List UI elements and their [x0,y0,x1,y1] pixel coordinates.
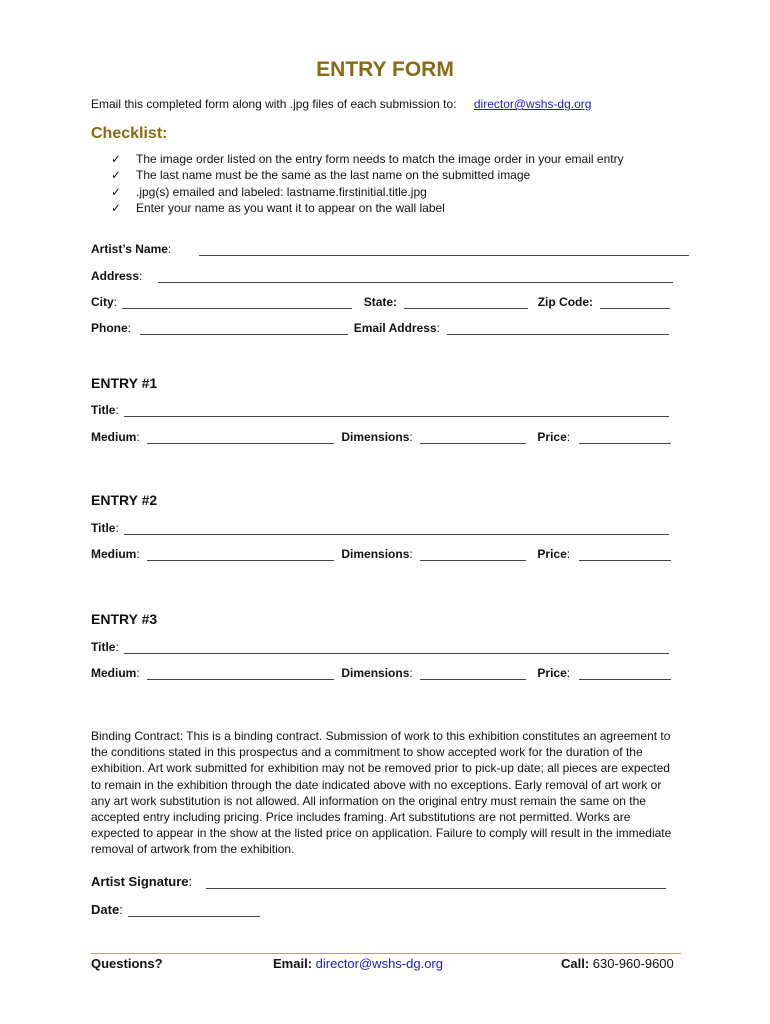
address-field[interactable] [158,270,673,283]
checklist-item: ✓ The last name must be the same as the last name on the submitted image [111,168,531,183]
entry-2-title-row: Title: [91,521,669,535]
entry-3-price-field[interactable] [579,667,671,680]
checkmark-icon: ✓ [111,201,122,216]
signature-label: Artist Signature [91,874,189,889]
date-label: Date [91,902,120,917]
email-address-label: Email Address [353,321,437,335]
entry-2-details-row: Medium: Dimensions: Price: [91,547,671,561]
entry-title-label: Title [91,640,116,654]
entry-title-label: Title [91,403,116,417]
entry-2-title-field[interactable] [124,522,669,535]
entry-1-details-row: Medium: Dimensions: Price: [91,430,671,444]
state-field[interactable] [404,296,528,309]
entry-1-title-field[interactable] [124,404,669,417]
footer-phone: 630-960-9600 [592,956,674,971]
entry-3-heading: ENTRY #3 [91,611,158,627]
address-row: Address: [91,269,673,283]
email-address-field[interactable] [447,322,669,335]
checklist [111,151,624,217]
checkmark-icon: ✓ [111,168,122,183]
city-state-zip-row: City: State: Zip Code: [91,295,670,309]
entry-medium-label: Medium [91,430,137,444]
intro-email-link[interactable]: director@wshs-dg.org [473,97,592,111]
footer-divider [91,953,681,954]
entry-title-label: Title [91,521,116,535]
signature-row: Artist Signature: [91,874,666,889]
phone-label: Phone [91,321,128,335]
entry-2-medium-field[interactable] [147,548,334,561]
checklist-item: ✓ The image order listed on the entry form needs to match the image order in your email entry [111,152,624,166]
intro-text: Email this completed form along with .jpg files of each submission to: [91,97,457,111]
checklist-heading: Checklist: [91,125,168,142]
entry-3-dimensions-field[interactable] [420,667,526,680]
footer-call: Call: 630-960-9600 [561,956,674,971]
checklist-item: ✓ Enter your name as you want it to appear on the wall label [111,201,445,216]
entry-2-heading: ENTRY #2 [91,492,158,508]
entry-2-price-field[interactable] [579,548,671,561]
city-field[interactable] [122,296,352,309]
entry-2-dimensions-field[interactable] [420,548,526,561]
entry-3-details-row: Medium: Dimensions: Price: [91,666,671,680]
checkmark-icon: ✓ [111,152,122,166]
entry-dimensions-label: Dimensions [341,430,410,444]
footer-call-label: Call [561,956,585,971]
entry-3-title-row: Title: [91,640,669,654]
checkmark-icon: ✓ [111,184,122,199]
artist-name-label: Artist’s Name [91,242,168,256]
entry-price-label: Price [537,430,567,444]
entry-dimensions-label: Dimensions [341,547,410,561]
entry-medium-label: Medium [91,547,137,561]
phone-email-row: Phone: Email Address: [91,321,669,335]
city-label: City [91,295,114,309]
state-label: State: [363,295,398,309]
artist-name-row: Artist’s Name: [91,242,689,256]
date-field[interactable] [128,903,260,917]
signature-field[interactable] [206,875,666,889]
entry-1-medium-field[interactable] [147,431,334,444]
entry-1-title-row: Title: [91,403,669,417]
footer-email: Email: director@wshs-dg.org [273,956,443,971]
date-row: Date: [91,902,260,917]
address-label: Address [91,269,140,283]
footer-email-link[interactable]: director@wshs-dg.org [315,956,443,971]
zip-field[interactable] [600,296,670,309]
checklist-item: ✓ .jpg(s) emailed and labeled: lastname.firstinitial.title.jpg [111,184,427,199]
binding-contract: Binding Contract: This is a binding contract. Submission of work to this exhibition constitutes an agreement to the conditions stated in this prospectus and a commitment to show accepted work for the duration of the exhibition. Art work submitted for exhibition may not be removed prior to pick-up date; all pieces are expected to remain in the exhibition through the date indicated above with no exceptions. Early removal of art work or any art work substitution is not allowed. All information on the original entry must remain the same on the accepted entry including pricing. Price includes framing. Art substitutions are not permitted. Works are expected to appear in the show at the listed price on application. Failure to comply will result in the immediate removal of artwork from the exhibition. [91,729,672,857]
footer-questions: Questions? [91,956,163,971]
entry-price-label: Price [537,547,567,561]
form-title: ENTRY FORM [316,58,454,81]
zip-label: Zip Code: [537,295,594,309]
entry-3-title-field[interactable] [124,641,669,654]
phone-field[interactable] [140,322,348,335]
footer-email-label: Email [273,956,308,971]
intro-line [91,97,591,111]
entry-3-medium-field[interactable] [147,667,334,680]
entry-1-dimensions-field[interactable] [420,431,526,444]
entry-1-heading: ENTRY #1 [91,375,158,391]
entry-dimensions-label: Dimensions [341,666,410,680]
entry-price-label: Price [537,666,567,680]
artist-name-field[interactable] [199,243,689,256]
entry-1-price-field[interactable] [579,431,671,444]
entry-medium-label: Medium [91,666,137,680]
